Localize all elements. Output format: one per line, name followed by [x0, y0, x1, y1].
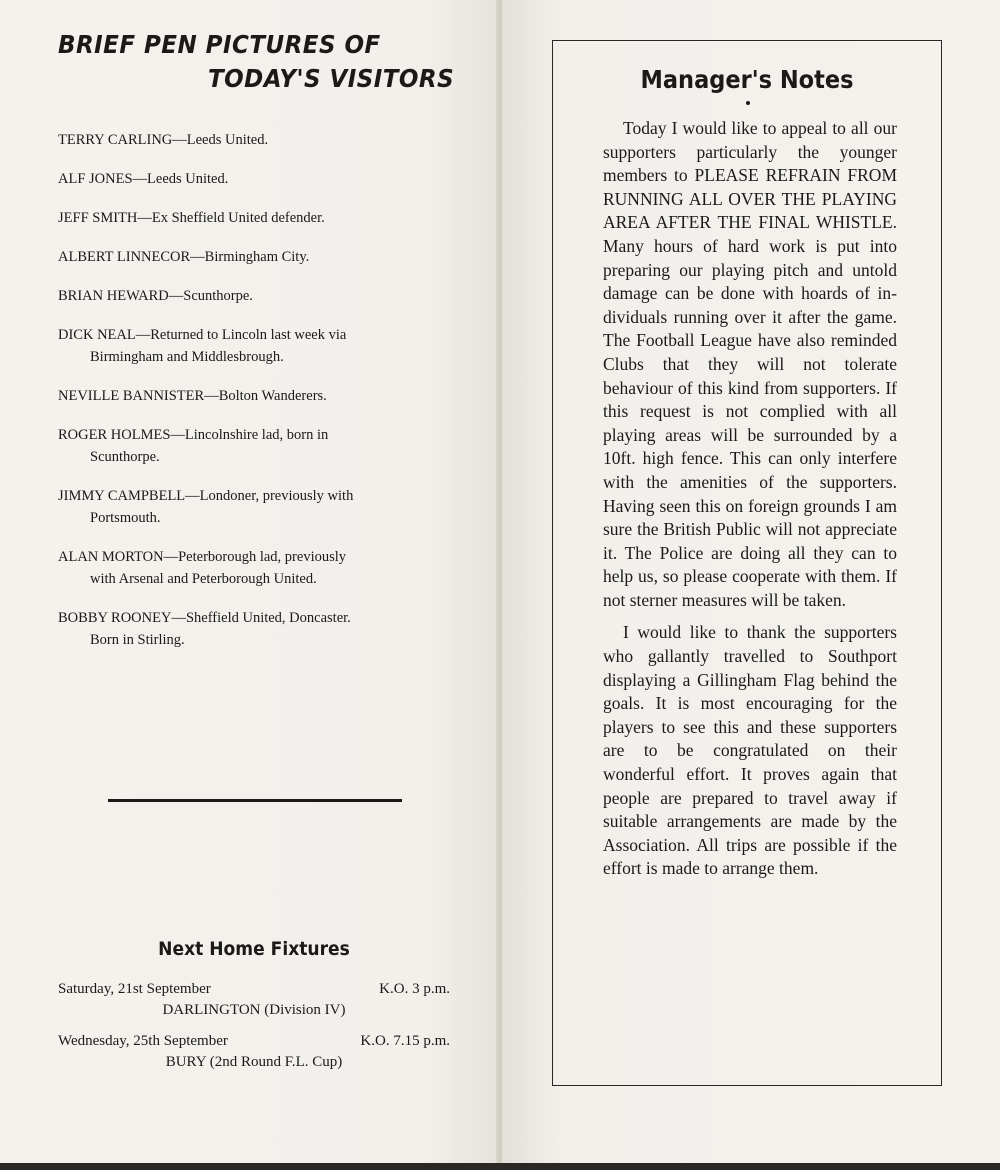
- managers-notes-box: [552, 40, 942, 1086]
- player-entry: [58, 325, 450, 367]
- page-bottom-edge: [0, 1163, 1000, 1170]
- player-entry: [58, 247, 450, 267]
- managers-notes-title: Manager's Notes: [640, 65, 854, 94]
- fixture-kickoff: K.O. 7.15 p.m.: [360, 1033, 450, 1049]
- player-text-continued: Birmingham and Middlesbrough.: [90, 349, 284, 365]
- fixture-opponent: DARLINGTON (Division IV): [162, 1002, 346, 1018]
- player-text: JIMMY CAMPBELL—Londoner, previously with: [58, 488, 354, 504]
- fixture-opponent: BURY (2nd Round F.L. Cup): [165, 1054, 343, 1070]
- player-entry: [58, 425, 450, 467]
- fixture-date: Saturday, 21st September: [58, 981, 211, 997]
- player-text: NEVILLE BANNISTER—Bolton Wanderers.: [58, 388, 327, 404]
- player-text: ALAN MORTON—Peterborough lad, previously: [58, 549, 347, 565]
- notes-paragraph: I would like to thank the supporters who gallantly travelled to Southport displaying a Gillingham Flag behind the goals. It is most encouraging for the players to see this and these supporters are to be congratulated on their wonderful effort. It proves again that people are prepared to travel away if suitable arrangements are made by the Association. All trips are possible if the effort is made to arrange them.: [603, 622, 897, 879]
- player-text: JEFF SMITH—Ex Sheffield United defender.: [58, 210, 325, 226]
- fixture-entry: [58, 979, 450, 1021]
- player-text: TERRY CARLING—Leeds United.: [58, 132, 269, 148]
- player-text-continued: Born in Stirling.: [90, 632, 185, 648]
- player-text: DICK NEAL—Returned to Lincoln last week via: [58, 327, 347, 343]
- notes-paragraph: Today I would like to appeal to all our supporters particularly the younger members to PLEASE REFRAIN FROM RUNNING ALL OVER THE PLAYING AREA AFTER THE FINAL WHISTLE. Many hours of hard work is put into preparing our playing pitch and untold damage can be done with hoards of individuals running over it after the game. The Football League have also reminded Clubs that they will not tolerate behaviour of this kind from supporters. If this request is not complied with all playing areas will be surrounded by a 10ft. high fence. This can only interfere with the amenities of the supporters. Having seen this on foreign grounds I am sure the British Public will not appreciate it. The Police are doing all they can to help us, so please cooperate with them. If not sterner measures will be taken.: [603, 118, 897, 610]
- player-text: ALF JONES—Leeds United.: [58, 171, 229, 187]
- player-text: BRIAN HEWARD—Scunthorpe.: [58, 288, 253, 304]
- section-divider: [108, 799, 402, 802]
- player-entry: [58, 608, 450, 650]
- player-entry: [58, 169, 450, 189]
- managers-notes-body: [603, 117, 897, 890]
- title-dot-ornament: [746, 101, 750, 105]
- pen-pictures-list: [58, 130, 450, 669]
- player-text-continued: Scunthorpe.: [90, 449, 160, 465]
- player-entry: [58, 386, 450, 406]
- player-text: BOBBY ROONEY—Sheffield United, Doncaster.: [58, 610, 351, 626]
- fixtures-title: Next Home Fixtures: [158, 938, 350, 960]
- player-entry: [58, 486, 450, 528]
- visitors-title-line-1: BRIEF PEN PICTURES OF: [58, 30, 381, 59]
- fixture-kickoff: K.O. 3 p.m.: [379, 981, 450, 997]
- player-entry: [58, 286, 450, 306]
- player-entry: [58, 208, 450, 228]
- player-text-continued: with Arsenal and Peterborough United.: [90, 571, 317, 587]
- player-text: ROGER HOLMES—Lincolnshire lad, born in: [58, 427, 329, 443]
- fixture-entry: [58, 1031, 450, 1073]
- player-entry: [58, 130, 450, 150]
- player-text-continued: Portsmouth.: [90, 510, 161, 526]
- fixture-date: Wednesday, 25th September: [58, 1033, 228, 1049]
- player-text: ALBERT LINNECOR—Birmingham City.: [58, 249, 310, 265]
- visitors-title-line-2: TODAY'S VISITORS: [208, 64, 455, 93]
- player-entry: [58, 547, 450, 589]
- left-page: [0, 0, 498, 1170]
